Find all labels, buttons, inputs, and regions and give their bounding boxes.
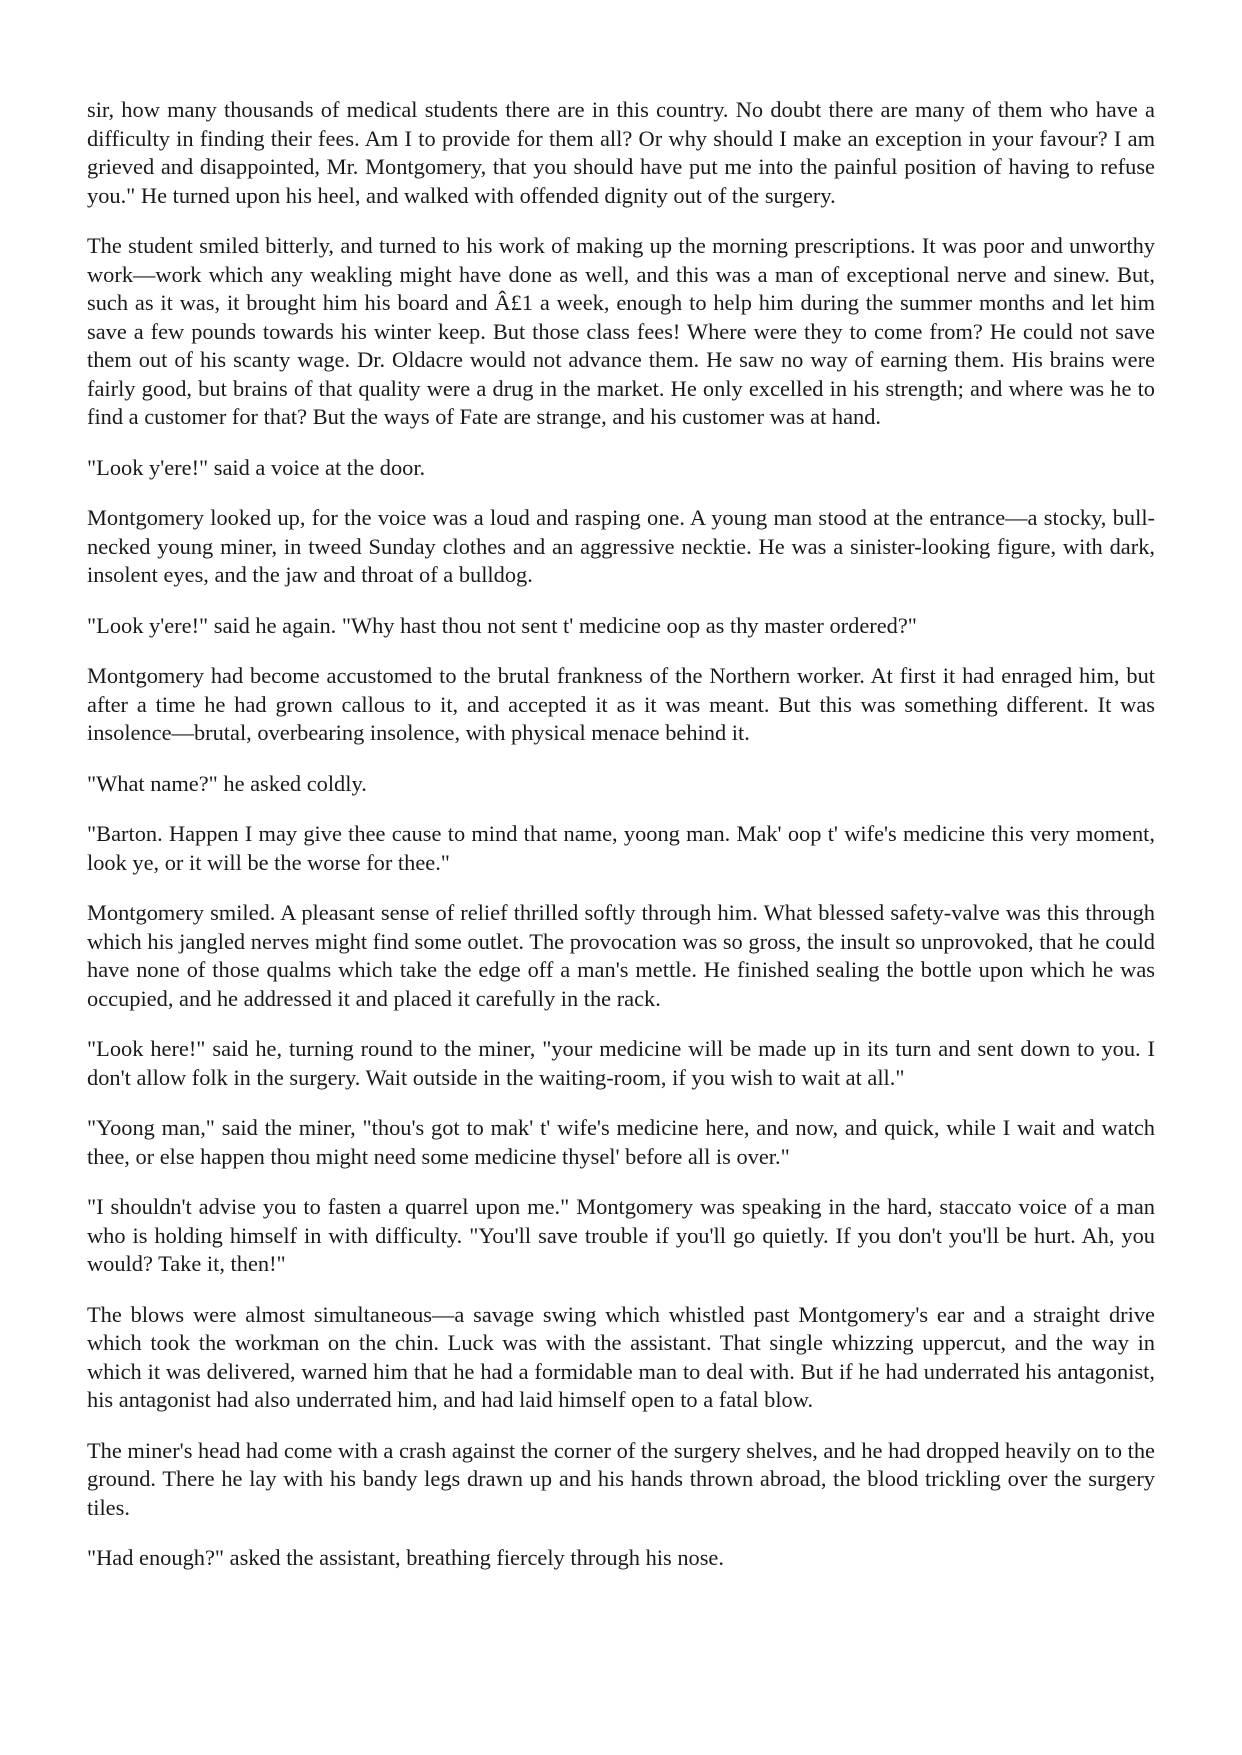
paragraph: "Barton. Happen I may give thee cause to mind that name, yoong man. Mak' oop t' wife's medicine this very moment, look ye, or it will be the worse for thee." <box>87 821 1155 875</box>
paragraph: Montgomery had become accustomed to the brutal frankness of the Northern worker. At first it had enraged him, but after a time he had grown callous to it, and accepted it as it was meant. But this was something different. It was insolence—brutal, overbearing insolence, with physical menace behind it. <box>87 663 1155 745</box>
document-page <box>87 96 1155 1595</box>
paragraph: The blows were almost simultaneous—a savage swing which whistled past Montgomery's ear and a straight drive which took the workman on the chin. Luck was with the assistant. That single whizzing uppercut, and the way in which it was delivered, warned him that he had a formidable man to deal with. But if he had underrated his antagonist, his antagonist had also underrated him, and had laid himself open to a fatal blow. <box>87 1301 1155 1412</box>
paragraph: "What name?" he asked coldly. <box>87 770 367 796</box>
paragraph: sir, how many thousands of medical students there are in this country. No doubt there are many of them who have a difficulty in finding their fees. Am I to provide for them all? Or why should I make an exception in your favour? I am grieved and disappointed, Mr. Montgomery, that you should have put me into the painful position of having to refuse you." He turned upon his heel, and walked with offended dignity out of the surgery. <box>87 97 1155 208</box>
paragraph: Montgomery looked up, for the voice was a loud and rasping one. A young man stood at the entrance—a stocky, bull-necked young miner, in tweed Sunday clothes and an aggressive necktie. He was a sinister-looking figure, with dark, insolent eyes, and the jaw and throat of a bulldog. <box>87 505 1155 587</box>
paragraph: "Look here!" said he, turning round to the miner, "your medicine will be made up in its turn and sent down to you. I don't allow folk in the surgery. Wait outside in the waiting-room, if you wish to wait at all." <box>87 1036 1155 1090</box>
paragraph: "I shouldn't advise you to fasten a quarrel upon me." Montgomery was speaking in the hard, staccato voice of a man who is holding himself in with difficulty. "You'll save trouble if you'll go quietly. If you don't you'll be hurt. Ah, you would? Take it, then!" <box>87 1194 1155 1276</box>
paragraph: "Look y'ere!" said he again. "Why hast thou not sent t' medicine oop as thy master ordered?" <box>87 612 917 638</box>
paragraph: The student smiled bitterly, and turned to his work of making up the morning prescriptions. It was poor and unworthy work—work which any weakling might have done as well, and this was a man of exceptional nerve and sinew. But, such as it was, it brought him his board and Â£1 a week, enough to help him during the summer months and let him save a few pounds towards his winter keep. But those class fees! Where were they to come from? He could not save them out of his scanty wage. Dr. Oldacre would not advance them. He saw no way of earning them. His brains were fairly good, but brains of that quality were a drug in the market. He only excelled in his strength; and where was he to find a customer for that? But the ways of Fate are strange, and his customer was at hand. <box>87 233 1155 429</box>
paragraph: "Look y'ere!" said a voice at the door. <box>87 454 426 480</box>
paragraph: "Yoong man," said the miner, "thou's got to mak' t' wife's medicine here, and now, and quick, while I wait and watch thee, or else happen thou might need some medicine thysel' before all is over." <box>87 1115 1155 1169</box>
paragraph: The miner's head had come with a crash against the corner of the surgery shelves, and he had dropped heavily on to the ground. There he lay with his bandy legs drawn up and his hands thrown abroad, the blood trickling over the surgery tiles. <box>87 1437 1155 1520</box>
paragraph: "Had enough?" asked the assistant, breathing fiercely through his nose. <box>87 1545 724 1570</box>
paragraph: Montgomery smiled. A pleasant sense of relief thrilled softly through him. What blessed safety-valve was this through which his jangled nerves might find some outlet. The provocation was so gross, the insult so unprovoked, that he could have none of those qualms which take the edge off a man's mettle. He finished sealing the bottle upon which he was occupied, and he addressed it and placed it carefully in the rack. <box>87 900 1155 1011</box>
